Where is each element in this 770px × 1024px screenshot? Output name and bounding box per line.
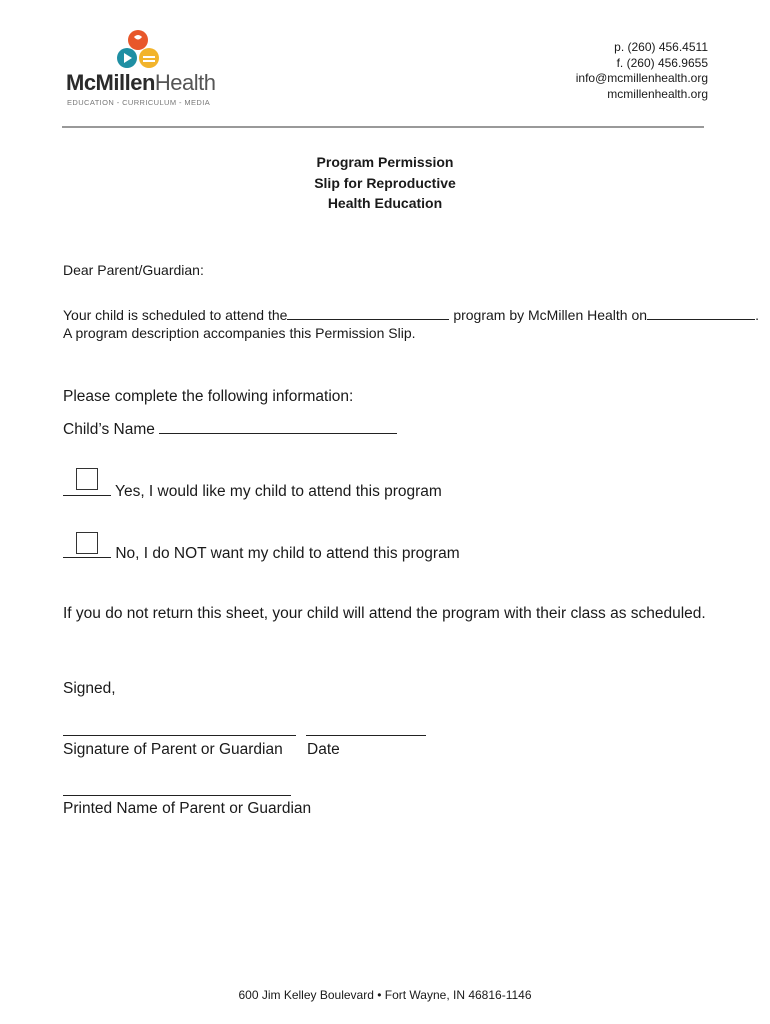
contact-info xyxy=(576,40,708,102)
phone-number: p. (260) 456.4511 xyxy=(614,40,708,54)
header-divider xyxy=(62,126,704,128)
website-link[interactable]: mcmillenhealth.org xyxy=(607,86,708,101)
signature-label: Signature of Parent or Guardian xyxy=(63,741,283,758)
schedule-sentence: Your child is scheduled to attend the program by McMillen Health on . xyxy=(63,307,759,323)
program-name-field[interactable] xyxy=(287,305,449,320)
child-name-row: Child’s Name xyxy=(63,419,397,439)
program-description-note: A program description accompanies this Permission Slip. xyxy=(63,325,416,341)
footer-address: 600 Jim Kelley Boulevard • Fort Wayne, IN 46816-1146 xyxy=(238,988,532,1002)
signed-label: Signed, xyxy=(63,680,116,697)
default-attendance-notice: If you do not return this sheet, your child will attend the program with their class as scheduled. xyxy=(63,605,706,622)
greeting: Dear Parent/Guardian: xyxy=(63,262,204,278)
no-option-row: No, I do NOT want my child to attend this program xyxy=(63,543,460,563)
fax-number: f. (260) 456.9655 xyxy=(616,55,708,70)
program-date-field[interactable] xyxy=(647,305,755,320)
logo-wordmark: McMillenHealth xyxy=(66,70,216,95)
no-blank xyxy=(63,543,111,558)
mcmillen-health-logo xyxy=(62,28,232,108)
printed-name-line[interactable] xyxy=(63,795,291,796)
yes-blank xyxy=(63,481,111,496)
yes-option-row: Yes, I would like my child to attend this program xyxy=(63,481,442,501)
email-address[interactable]: info@mcmillenhealth.org xyxy=(575,71,708,85)
date-label: Date xyxy=(307,741,340,758)
logo-mark-icon xyxy=(116,28,166,74)
printed-name-label: Printed Name of Parent or Guardian xyxy=(63,800,312,817)
date-line[interactable] xyxy=(306,735,426,736)
instructions: Please complete the following information: xyxy=(63,388,354,405)
child-name-field[interactable] xyxy=(159,419,397,434)
logo-tagline: EDUCATION - CURRICULUM - MEDIA xyxy=(67,98,211,107)
document-title: Program Permission Slip for Reproductive Health Education xyxy=(314,154,456,211)
signature-line[interactable] xyxy=(63,735,296,736)
